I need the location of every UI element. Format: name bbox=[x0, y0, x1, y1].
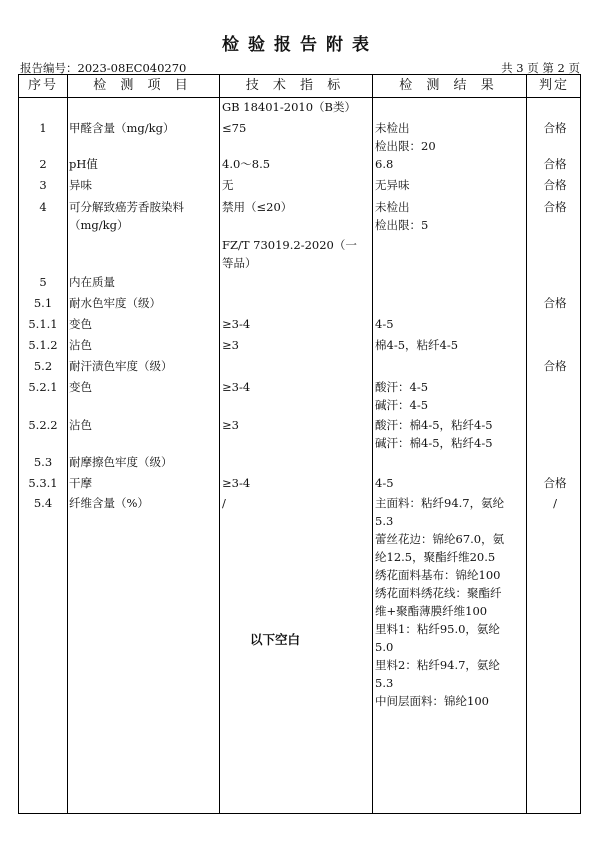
row-spec: ≤75 bbox=[222, 121, 247, 135]
column-divider bbox=[219, 75, 220, 813]
row-item: 可分解致癌芳香胺染料 （mg/kg） bbox=[69, 200, 184, 232]
column-header-item: 检 测 项 目 bbox=[93, 78, 193, 93]
row-spec: ≥3-4 bbox=[222, 317, 251, 331]
row-item: pH值 bbox=[69, 157, 98, 171]
report-table bbox=[18, 74, 581, 814]
row-no: 5.1 bbox=[33, 296, 53, 310]
row-judge: 合格 bbox=[543, 121, 567, 135]
row-item: 沾色 bbox=[69, 418, 92, 432]
row-no: 1 bbox=[39, 121, 47, 135]
row-judge: 合格 bbox=[543, 476, 567, 490]
row-result: 棉4-5，粘纤4-5 bbox=[375, 338, 459, 352]
page-info: 共 3 页 第 2 页 bbox=[501, 61, 580, 75]
row-item: 甲醛含量（mg/kg） bbox=[69, 121, 175, 135]
standard-label: FZ/T 73019.2-2020（一 等品） bbox=[222, 238, 357, 270]
end-note: 以下空白 bbox=[250, 632, 301, 647]
row-no: 5.3 bbox=[33, 455, 53, 469]
column-divider bbox=[372, 75, 373, 813]
row-spec: ≥3-4 bbox=[222, 380, 251, 394]
row-item: 变色 bbox=[69, 380, 92, 394]
report-number: 报告编号：2023-08EC040270 bbox=[20, 61, 187, 75]
row-item: 耐汗渍色牢度（级） bbox=[69, 359, 173, 373]
row-no: 5.3.1 bbox=[28, 476, 58, 490]
row-no: 5.4 bbox=[33, 496, 53, 510]
row-judge: 合格 bbox=[543, 359, 567, 373]
row-no: 5.2.2 bbox=[28, 418, 58, 432]
row-result: 酸汗：棉4-5，粘纤4-5 碱汗：棉4-5，粘纤4-5 bbox=[375, 418, 493, 450]
row-judge: 合格 bbox=[543, 200, 567, 214]
row-no: 5 bbox=[39, 275, 47, 289]
column-divider bbox=[526, 75, 527, 813]
column-header-spec: 技 术 指 标 bbox=[245, 78, 346, 93]
row-item: 耐摩擦色牢度（级） bbox=[69, 455, 173, 469]
row-result: 无异味 bbox=[375, 178, 410, 192]
row-no: 5.2.1 bbox=[28, 380, 58, 394]
row-result: 4-5 bbox=[375, 476, 394, 490]
row-item: 内在质量 bbox=[69, 275, 115, 289]
row-judge: 合格 bbox=[543, 296, 567, 310]
row-spec: 无 bbox=[222, 178, 234, 192]
row-item: 异味 bbox=[69, 178, 92, 192]
row-spec: ≥3 bbox=[222, 338, 239, 352]
row-result: 未检出 检出限：20 bbox=[375, 121, 436, 153]
row-no: 5.1.1 bbox=[28, 317, 58, 331]
row-result: 4-5 bbox=[375, 317, 394, 331]
row-spec: 禁用（≤20） bbox=[222, 200, 293, 214]
row-result: 未检出 检出限：5 bbox=[375, 200, 429, 232]
row-result: 6.8 bbox=[375, 157, 394, 171]
row-spec: 4.0～8.5 bbox=[222, 157, 271, 171]
row-no: 5.1.2 bbox=[28, 338, 58, 352]
column-header-judge: 判定 bbox=[538, 78, 569, 93]
row-item: 干摩 bbox=[69, 476, 92, 490]
row-spec: ≥3-4 bbox=[222, 476, 251, 490]
row-judge: 合格 bbox=[543, 157, 567, 171]
row-item: 纤维含量（%） bbox=[69, 496, 149, 510]
column-header-result: 检 测 结 果 bbox=[399, 78, 499, 93]
standard-label: GB 18401-2010（B类） bbox=[222, 100, 356, 114]
row-no: 4 bbox=[39, 200, 47, 214]
row-no: 5.2 bbox=[33, 359, 53, 373]
column-divider bbox=[67, 75, 68, 813]
row-spec: / bbox=[222, 496, 226, 510]
column-header-no: 序号 bbox=[27, 78, 58, 93]
report-title: 检验报告附表 bbox=[222, 35, 378, 55]
row-item: 耐水色牢度（级） bbox=[69, 296, 161, 310]
row-item: 变色 bbox=[69, 317, 92, 331]
row-no: 2 bbox=[39, 157, 47, 171]
row-spec: ≥3 bbox=[222, 418, 239, 432]
row-judge: 合格 bbox=[543, 178, 567, 192]
row-judge: / bbox=[553, 496, 557, 510]
row-result: 主面料：粘纤94.7，氨纶 5.3 蕾丝花边：锦纶67.0，氨 纶12.5，聚酯纤维20.5 绣花面料基布：锦纶100 绣花面料绣花线：聚酯纤 维+聚酯薄膜纤维100 里料1：粘纤95.0，氨纶 5.0 里料2：粘纤94.7，氨纶 5.3 中间层面料：锦纶100 bbox=[375, 496, 505, 708]
row-no: 3 bbox=[39, 178, 47, 192]
row-result: 酸汗：4-5 碱汗：4-5 bbox=[375, 380, 429, 412]
row-item: 沾色 bbox=[69, 338, 92, 352]
